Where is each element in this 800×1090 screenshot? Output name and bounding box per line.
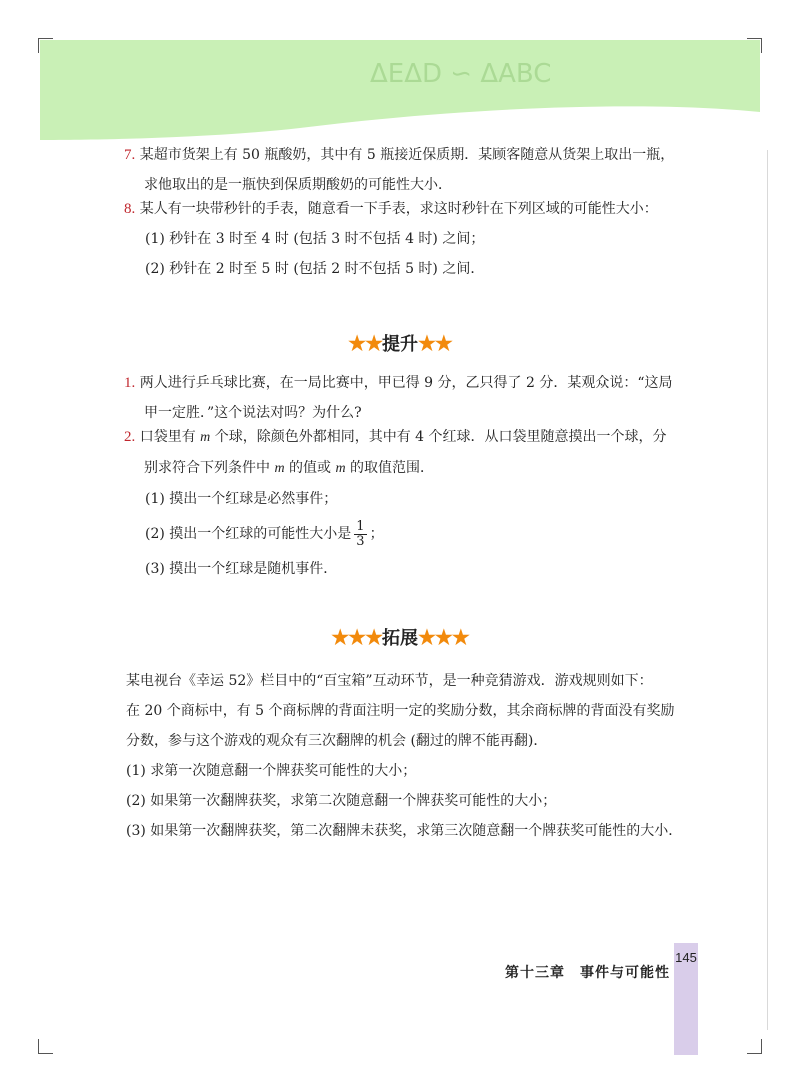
variable-m: m	[274, 461, 285, 476]
page-number: 145	[675, 950, 697, 965]
extension-line-5: (2) 如果第一次翻牌获奖，求第二次随意翻一个牌获奖可能性的大小；	[126, 793, 557, 809]
extension-line-4: (1) 求第一次随意翻一个牌获奖可能性的大小；	[126, 763, 417, 779]
section-title: 拓展	[382, 628, 418, 649]
problem-number: 1.	[124, 375, 136, 391]
crop-mark-bottom-right	[747, 1039, 762, 1054]
star-icon: ★★★	[418, 625, 469, 649]
problem-number: 8.	[124, 201, 136, 217]
extension-line-2: 在 20 个商标中，有 5 个商标牌的背面注明一定的奖励分数，其余商标牌的背面没有奖励	[126, 703, 675, 719]
problem-text: 个球，除颜色外都相同，其中有 4 个红球．从口袋里随意摸出一个球，分	[210, 429, 667, 445]
problem-text: ；	[369, 526, 384, 542]
problem-8-sub-1: (1) 秒针在 3 时至 4 时 (包括 3 时不包括 4 时) 之间；	[145, 231, 485, 247]
decorative-banner	[40, 40, 760, 140]
banner-glyphs: ΔEΔD ∽ ΔABC	[370, 59, 552, 89]
advanced-problem-2-line-1	[124, 422, 667, 453]
star-icon: ★★	[348, 331, 382, 355]
chapter-footer: 第十三章 事件与可能性	[505, 965, 670, 981]
advanced-problem-2-line-2	[124, 453, 667, 484]
problem-text: 别求符合下列条件中	[144, 460, 275, 476]
advanced-problem-1-line-1	[124, 368, 672, 398]
problem-8	[124, 194, 658, 284]
problem-8-line-1	[124, 194, 658, 224]
section-title: 提升	[382, 334, 418, 355]
star-icon: ★★★	[331, 625, 382, 649]
advanced-problem-2-sub-1: (1) 摸出一个红球是必然事件；	[145, 491, 338, 507]
advanced-problem-2-sub-3: (3) 摸出一个红球是随机事件．	[145, 561, 338, 577]
banner-shape	[40, 40, 760, 140]
problem-text: 的取值范围．	[345, 460, 435, 476]
problem-text: 某超市货架上有 50 瓶酸奶，其中有 5 瓶接近保质期．某顾客随意从货架上取出一瓶，	[139, 147, 675, 163]
extension-problem	[126, 666, 682, 846]
section-heading-extension	[0, 624, 800, 650]
problem-text: 口袋里有	[139, 429, 201, 445]
advanced-problem-2-sub-2	[124, 514, 667, 554]
problem-text: (2) 摸出一个红球的可能性大小是	[145, 526, 352, 542]
problem-number: 7.	[124, 147, 136, 163]
variable-m: m	[200, 430, 211, 445]
crop-mark-bottom-left	[38, 1039, 53, 1054]
fraction-denominator: 3	[356, 533, 365, 549]
section-heading-advanced	[0, 330, 800, 356]
problem-7-line-1	[124, 140, 674, 170]
problem-7-line-2: 求他取出的是一瓶快到保质期酸奶的可能性大小．	[144, 177, 452, 193]
problem-8-sub-2: (2) 秒针在 2 时至 5 时 (包括 2 时不包括 5 时) 之间．	[145, 261, 485, 277]
star-icon: ★★	[418, 331, 452, 355]
variable-m: m	[335, 461, 346, 476]
fraction	[354, 520, 366, 549]
problem-text: 两人进行乒乓球比赛，在一局比赛中，甲已得 9 分，乙只得了 2 分．某观众说：“这局	[139, 375, 673, 391]
side-rule	[767, 150, 768, 1030]
problem-7	[124, 140, 674, 200]
fraction-numerator: 1	[356, 518, 365, 534]
extension-line-3: 分数，参与这个游戏的观众有三次翻牌的机会 (翻过的牌不能再翻)．	[126, 733, 548, 749]
problem-number: 2.	[124, 429, 136, 445]
problem-text: 的值或	[284, 460, 336, 476]
advanced-problem-1-line-2: 甲一定胜．”这个说法对吗？为什么?	[144, 405, 362, 421]
advanced-problem-2	[124, 422, 667, 584]
extension-line-6: (3) 如果第一次翻牌获奖，第二次翻牌未获奖，求第三次随意翻一个牌获奖可能性的大小．	[126, 823, 683, 839]
problem-text: 某人有一块带秒针的手表，随意看一下手表，求这时秒针在下列区域的可能性大小：	[139, 201, 658, 217]
advanced-problem-1	[124, 368, 672, 428]
extension-line-1: 某电视台《幸运 52》栏目中的“百宝箱”互动环节，是一种竞猜游戏．游戏规则如下：	[126, 673, 653, 689]
